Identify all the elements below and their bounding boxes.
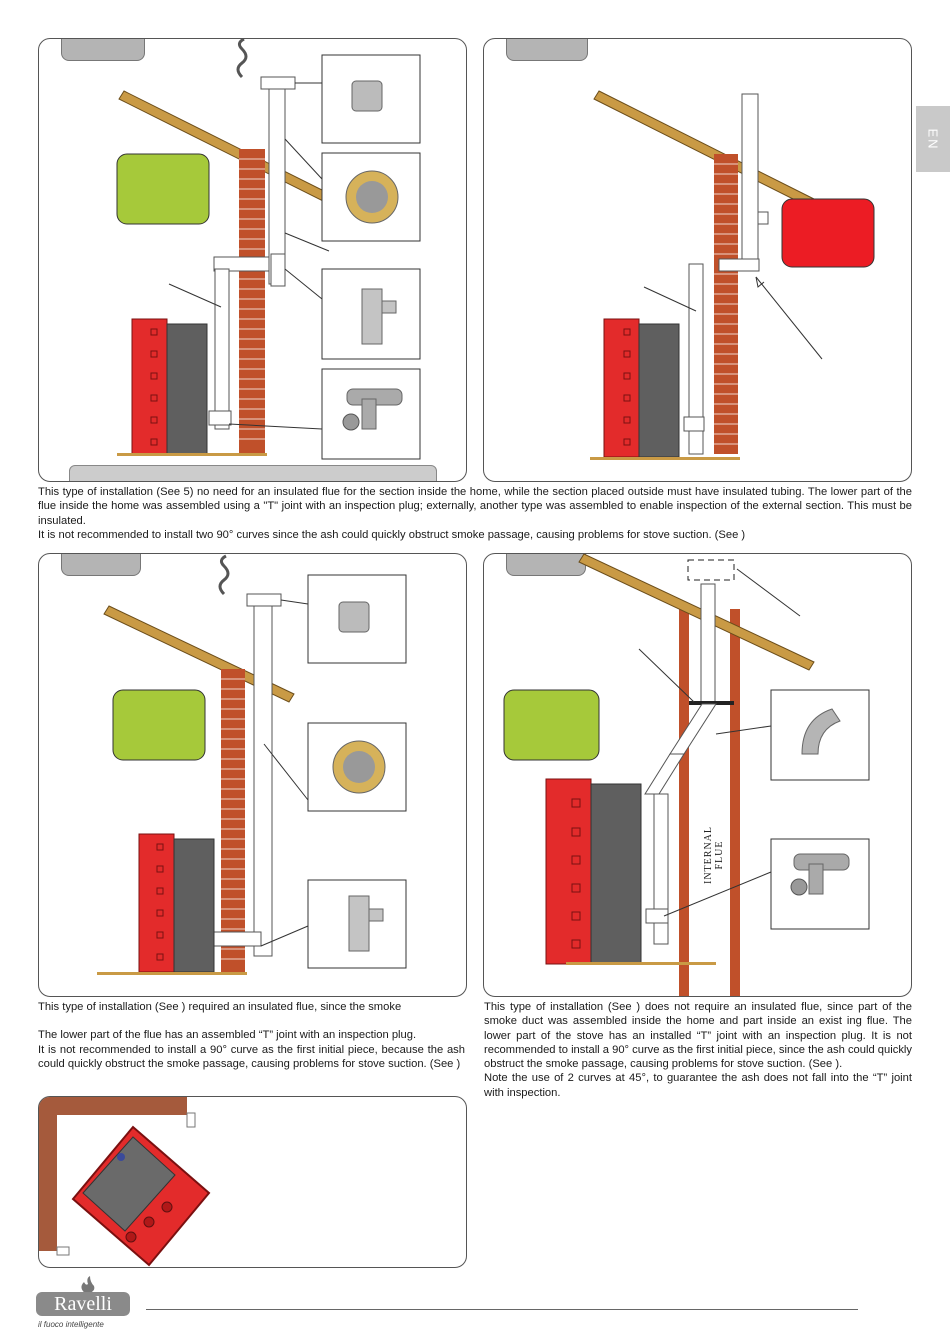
diagram-panel-3 bbox=[38, 553, 467, 997]
warning-badge bbox=[782, 199, 874, 267]
component-photos bbox=[322, 55, 420, 459]
brand-tagline: il fuoco intelligente bbox=[38, 1320, 104, 1329]
diagram-panel-4 bbox=[483, 553, 912, 997]
installation-description-right bbox=[484, 1000, 912, 1100]
smoke-icon bbox=[220, 556, 228, 594]
installation-description-top bbox=[38, 485, 912, 542]
floor bbox=[117, 453, 267, 456]
brick-wall bbox=[221, 669, 245, 974]
ok-badge bbox=[113, 690, 205, 760]
smoke-icon bbox=[238, 39, 246, 77]
paragraph-text: This type of installation (See ) required an insulated flue, since the smoke bbox=[38, 1001, 402, 1013]
stove bbox=[604, 319, 679, 457]
floor bbox=[97, 972, 247, 975]
installation-diagram bbox=[39, 554, 466, 996]
installation-diagram bbox=[484, 39, 911, 481]
language-label: EN bbox=[925, 127, 941, 151]
language-tab[interactable] bbox=[916, 106, 950, 172]
paragraph-text: Note the use of 2 curves at 45°, to guarantee the ash does not fall into the “T” joint with inspection. bbox=[484, 1072, 912, 1099]
stove bbox=[139, 834, 214, 972]
footer-divider bbox=[146, 1309, 858, 1310]
stove-top-view bbox=[73, 1127, 209, 1265]
roof bbox=[594, 91, 814, 207]
installation-diagram bbox=[484, 554, 911, 996]
paragraph-text: The lower part of the flue has an assembled “T” joint with an inspection plug. bbox=[38, 1029, 417, 1042]
brand-name: Ravelli bbox=[36, 1292, 130, 1316]
floor bbox=[590, 457, 740, 460]
ok-badge bbox=[117, 154, 209, 224]
internal-flue-label: INTERNAL FLUE bbox=[703, 826, 725, 884]
paragraph-text: This type of installation (See ) does not require an insulated flue, since part of the smoke duct was assembled inside the home and part inside an exist ing flue. The lower part of the stove has an installed “T” joint with an inspection plug. It is not recommended to install a 90° curve as the first initial piece, since the ash could quickly obstruct the smoke passage, causing problems for stove suction. (See ). bbox=[484, 1001, 912, 1071]
diagram-panel-5 bbox=[38, 1096, 467, 1268]
paragraph-text: It is not recommended to install two 90° curves since the ash could quickly obstruct smoke passage, causing problems for stove suction. (See ) bbox=[38, 528, 746, 541]
stove bbox=[132, 319, 207, 455]
brick-wall bbox=[714, 154, 738, 454]
installation-diagram bbox=[39, 39, 466, 481]
floor bbox=[566, 962, 716, 965]
diagram-panel-2 bbox=[483, 38, 912, 482]
component-photos bbox=[308, 575, 406, 968]
brick-wall bbox=[239, 149, 265, 454]
paragraph-text: It is not recommended to install a 90° curve as the first initial piece, because the ash could quickly obstruct the smoke passage, causing problems for stove suction. (See ) bbox=[38, 1043, 465, 1070]
ok-badge bbox=[504, 690, 599, 760]
component-photos bbox=[771, 690, 869, 929]
paragraph-text: This type of installation (See 5) no need for an insulated flue for the section inside the home, while the section placed outside must have insulated tubing. The lower part of the flue inside the home was assembled using a "T" joint with an inspection plug; externally, another type was assembled to enable inspection of the external section. This must be insulated. bbox=[38, 486, 912, 527]
diagram-panel-1 bbox=[38, 38, 467, 482]
stove bbox=[546, 779, 641, 964]
corner-installation-diagram bbox=[39, 1097, 466, 1267]
brand-logo bbox=[36, 1276, 136, 1332]
installation-description-left bbox=[38, 1000, 465, 1071]
